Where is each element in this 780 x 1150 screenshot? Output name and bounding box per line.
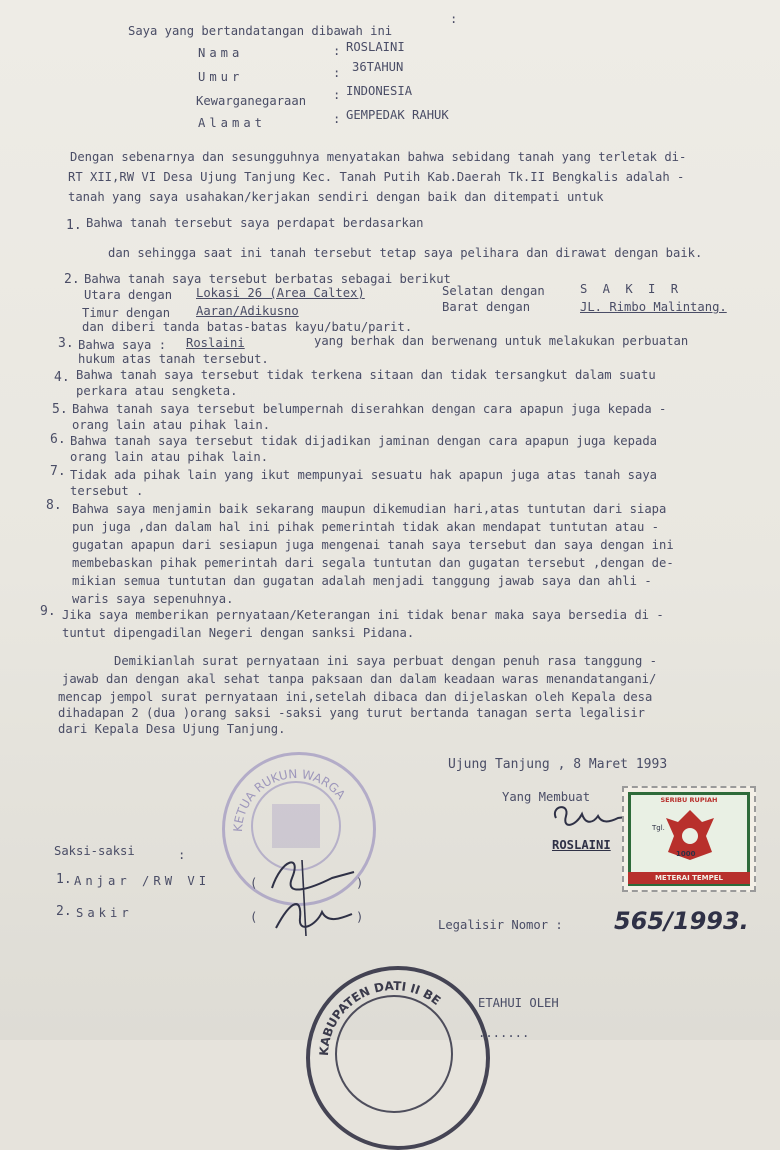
- item-8-number: 8.: [46, 498, 62, 513]
- border-south-label: Selatan dengan: [442, 284, 545, 298]
- maker-label: Yang Membuat: [502, 790, 591, 804]
- border-north-value: Lokasi 26 (Area Caltex): [196, 286, 365, 300]
- witness-1-paren-close: ): [356, 876, 364, 890]
- label-kewarganegaraan: Kewarganegaraan: [196, 94, 307, 108]
- intro-text: Saya yang bertandatangan dibawah ini: [128, 24, 393, 38]
- item-2-number: 2.: [64, 272, 80, 287]
- item-2-line-4: dan diberi tanda batas-batas kayu/batu/parit.: [82, 320, 413, 334]
- revenue-stamp: [622, 786, 756, 892]
- revenue-stamp-tgl: Tgl.: [652, 824, 665, 832]
- district-stamp-text: KABUPATEN DATI II BE: [316, 978, 444, 1057]
- colon-nama: :: [333, 44, 341, 58]
- closing-line: mencap jempol surat pernyataan ini,setelah dibaca dan dijelaskan oleh Kepala desa: [58, 690, 653, 704]
- colon-kewarganegaraan: :: [333, 88, 341, 102]
- item-6-number: 6.: [50, 432, 66, 447]
- label-alamat: Alamat: [198, 116, 267, 130]
- border-south-value: S A K I R: [580, 282, 683, 296]
- item-8-line: pun juga ,dan dalam hal ini pihak pemerintah tidak akan mendapat tuntutan atau -: [72, 520, 659, 534]
- item-3-prefix: Bahwa saya :: [78, 338, 167, 352]
- item-6-line-2: orang lain atau pihak lain.: [70, 450, 269, 464]
- rw-stamp-text: KETUA RUKUN WARGA: [230, 766, 349, 833]
- legalization-number: 565/1993.: [614, 907, 749, 935]
- legalization-label: Legalisir Nomor :: [438, 918, 563, 932]
- item-9-number: 9.: [40, 604, 56, 619]
- witness-1-number: 1.: [56, 872, 72, 887]
- border-north-label: Utara dengan: [84, 288, 173, 302]
- witness-2-paren-close: ): [356, 910, 364, 924]
- maker-name: ROSLAINI: [552, 838, 611, 852]
- item-8-line: Bahwa saya menjamin baik sekarang maupun dikemudian hari,atas tuntutan dari siapa: [72, 502, 667, 516]
- closing-line: dari Kepala Desa Ujung Tanjung.: [58, 722, 286, 736]
- item-7-number: 7.: [50, 464, 66, 479]
- witnesses-label: Saksi-saksi: [54, 844, 135, 858]
- paragraph-line-2: RT XII,RW VI Desa Ujung Tanjung Kec. Tanah Putih Kab.Daerah Tk.II Bengkalis adalah -: [68, 170, 685, 184]
- witness-1-name: Anjar /RW VI: [74, 874, 211, 888]
- item-1-number: 1.: [66, 218, 82, 233]
- witness-2-paren-open: (: [250, 910, 258, 924]
- border-east-value: Aaran/Adikusno: [196, 304, 299, 318]
- border-west-label: Barat dengan: [442, 300, 531, 314]
- value-nama: ROSLAINI: [346, 40, 405, 54]
- paragraph-line-3: tanah yang saya usahakan/kerjakan sendiri dengan baik dan ditempati untuk: [68, 190, 604, 204]
- revenue-stamp-amount: 1000: [676, 850, 696, 858]
- item-8-line: membebaskan pihak pemerintah dari segala tuntutan dan gugatan tersebut ,dengan de-: [72, 556, 674, 570]
- item-1-line-2: dan sehingga saat ini tanah tersebut tetap saya pelihara dan dirawat dengan baik.: [108, 246, 703, 260]
- closing-line: Demikianlah surat pernyataan ini saya perbuat dengan penuh rasa tanggung -: [114, 654, 657, 668]
- item-3-line-2: hukum atas tanah tersebut.: [78, 352, 269, 366]
- value-umur: 36TAHUN: [352, 60, 404, 74]
- item-1-line-1: Bahwa tanah tersebut saya perdapat berdasarkan: [86, 216, 424, 230]
- item-3-rest: yang berhak dan berwenang untuk melakukan perbuatan: [314, 334, 689, 348]
- witness-signatures: [262, 848, 358, 944]
- witness-1-paren-open: (: [250, 876, 258, 890]
- item-2-line-1: Bahwa tanah saya tersebut berbatas sebagai berikut: [84, 272, 451, 286]
- item-7-line-2: tersebut .: [70, 484, 144, 498]
- revenue-stamp-bottom-text: METERAI TEMPEL: [628, 872, 750, 884]
- item-4-number: 4.: [54, 370, 70, 385]
- value-alamat: GEMPEDAK RAHUK: [346, 108, 449, 122]
- colon-alamat: :: [333, 112, 341, 126]
- paragraph-line-1: Dengan sebenarnya dan sesungguhnya menyatakan bahwa sebidang tanah yang terletak di-: [70, 150, 687, 164]
- acknowledged-by: ETAHUI OLEH: [478, 996, 559, 1010]
- revenue-stamp-top-text: SERIBU RUPIAH: [660, 796, 718, 804]
- closing-line: dihadapan 2 (dua )orang saksi -saksi yang turut bertanda tanagan serta legalisir: [58, 706, 645, 720]
- district-stamp: [306, 966, 490, 1150]
- item-5-number: 5.: [52, 402, 68, 417]
- witness-2-name: Sakir: [76, 906, 133, 920]
- label-nama: Nama: [198, 46, 244, 60]
- colon-umur: :: [333, 66, 341, 80]
- item-5-line-2: orang lain atau pihak lain.: [72, 418, 271, 432]
- border-east-label: Timur dengan: [82, 306, 171, 320]
- item-9-line-1: Jika saya memberikan pernyataan/Keterangan ini tidak benar maka saya bersedia di -: [62, 608, 664, 622]
- item-4-line-2: perkara atau sengketa.: [76, 384, 238, 398]
- value-kewarganegaraan: INDONESIA: [346, 84, 413, 98]
- item-9-line-2: tuntut dipengadilan Negeri dengan sanksi Pidana.: [62, 626, 415, 640]
- closing-line: jawab dan dengan akal sehat tanpa paksaan dan dalam keadaan waras menandatangani/: [62, 672, 657, 686]
- item-7-line-1: Tidak ada pihak lain yang ikut mempunyai sesuatu hak apapun juga atas tanah saya: [70, 468, 657, 482]
- witnesses-colon: :: [178, 848, 186, 862]
- item-8-line: mikian semua tuntutan dan gugatan adalah menjadi tanggung jawab saya dan ahli -: [72, 574, 652, 588]
- border-west-value: JL. Rimbo Malintang.: [580, 300, 727, 314]
- item-3-name: Roslaini: [186, 336, 245, 350]
- item-5-line-1: Bahwa tanah saya tersebut belumpernah diserahkan dengan cara apapun juga kepada -: [72, 402, 667, 416]
- item-8-line: gugatan apapun dari sesiapun juga mengenai tanah saya tersebut dan saya dengan ini: [72, 538, 674, 552]
- item-8-line: waris saya sepenuhnya.: [72, 592, 234, 606]
- item-3-number: 3.: [58, 336, 74, 351]
- footer-partial: .......: [478, 1026, 530, 1040]
- item-6-line-1: Bahwa tanah saya tersebut tidak dijadikan jaminan dengan cara apapun juga kepada: [70, 434, 657, 448]
- item-4-line-1: Bahwa tanah saya tersebut tidak terkena sitaan dan tidak tersangkut dalam suatu: [76, 368, 656, 382]
- intro-colon: :: [450, 12, 458, 26]
- label-umur: Umur: [198, 70, 244, 84]
- witness-2-number: 2.: [56, 904, 72, 919]
- place-date: Ujung Tanjung , 8 Maret 1993: [448, 757, 668, 772]
